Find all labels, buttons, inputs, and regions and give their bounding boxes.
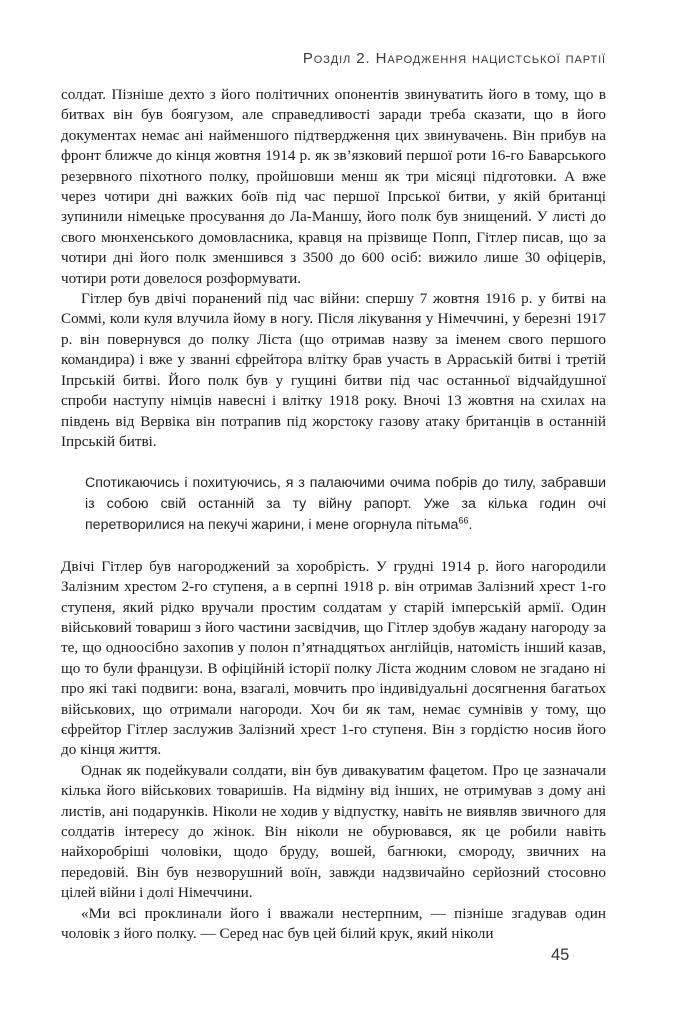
quote-text: Спотикаючись і похитуючись, я з палаючими очима побрів до тилу, забравши із собою свій останній за ту війну рапорт. Уже за кілька годин очі перетворилися на пекучі жарини, і мене огорнула пітьма	[85, 475, 606, 533]
body-paragraph: Гітлер був двічі поранений під час війни: спершу 7 жовтня 1916 р. у битві на Соммі, коли куля влучила йому в ногу. Після лікування у Німеччині, у березні 1917 р. він повернувся до полку Ліста (що отримав назву за іменем свого першого командира) і вже у званні єфрейтора влітку брав участь в Арраській битві і третій Іпрській битві. Його полк був у гущині битви під час останньої відчайдушної спроби наступу німців навесні і влітку 1918 року. Вночі 13 жовтня на схилах на південь від Вервіка він потрапив під жорстоку газову атаку британців в останній Іпрській битві.	[61, 290, 606, 450]
body-paragraph: Двічі Гітлер був нагороджений за хоробрість. У грудні 1914 р. його нагородили Залізним хрестом 2-го ступеня, а в серпні 1918 р. він отримав Залізний хрест 1-го ступеня, який рідко вручали простим солдатам у старій імперській армії. Один військовий товариш з його частини засвідчив, що Гітлер здобув жадану нагороду за те, що одноосібно захопив у полон п’ятнадцятьох англійців, натомість інший казав, що то були французи. В офіційній історії полку Ліста жодним словом не згадано ні про які такі подвиги: вона, взагалі, мовчить про індивідуальні досягнення багатьох військових, що отримали нагороди. Хоч би як там, немає сумнівів у тому, що єфрейтор Гітлер заслужив Залізний хрест 1-го ступеня. Він з гордістю носив його до кінця життя.	[61, 557, 606, 759]
footnote-ref: 66	[458, 515, 469, 526]
page-text	[61, 85, 606, 944]
body-paragraph: «Ми всі проклинали його і вважали нестерпним, — пізніше згадував один чоловік з його полку. — Серед нас був цей білий крук, який ніколи	[61, 904, 606, 943]
block-quote	[85, 473, 606, 535]
body-paragraph: солдат. Пізніше дехто з його політичних опонентів звинуватить його в тому, що в битвах він був боягузом, але справедливості заради треба сказати, що в його документах немає ані найменшого підтвердження цих звинувачень. Він прибув на фронт ближче до кінця жовтня 1914 р. як зв’язковий першої роти 16-го Баварського резервного піхотного полку, пройшовши менш як три місяці підготовки. А вже через чотири дні важких боїв під час першої Іпрської битви, у якій британці зупинили німецьке просування до Ла-Маншу, його полк був знищений. У листі до свого мюнхенського домовласника, кравця на прізвище Попп, Гітлер писав, що за чотири дні його полк зменшився з 3500 до 600 осіб: вижило лише 30 офіцерів, чотири роти довелося розформувати.	[61, 86, 606, 287]
quote-period: .	[468, 516, 473, 533]
body-paragraph: Однак як подейкували солдати, він був дивакуватим фацетом. Про це зазначали кілька його військових товаришів. На відміну від інших, не отримував з дому ані листів, ані подарунків. Ніколи не ходив у відпустку, навіть не виявляв звичного для солдатів інтересу до жінок. Він ніколи не обурювався, як це робили навіть найхоробріші чоловіки, щодо бруду, вошей, багнюки, смороду, звичних на передовій. Він був незворушний воїн, завжди надзвичайно серйозний стосовно цілей війни і долі Німеччини.	[61, 761, 606, 902]
running-head: Розділ 2. Народження нацистської партії	[302, 50, 606, 67]
page-number: 45	[551, 946, 570, 964]
